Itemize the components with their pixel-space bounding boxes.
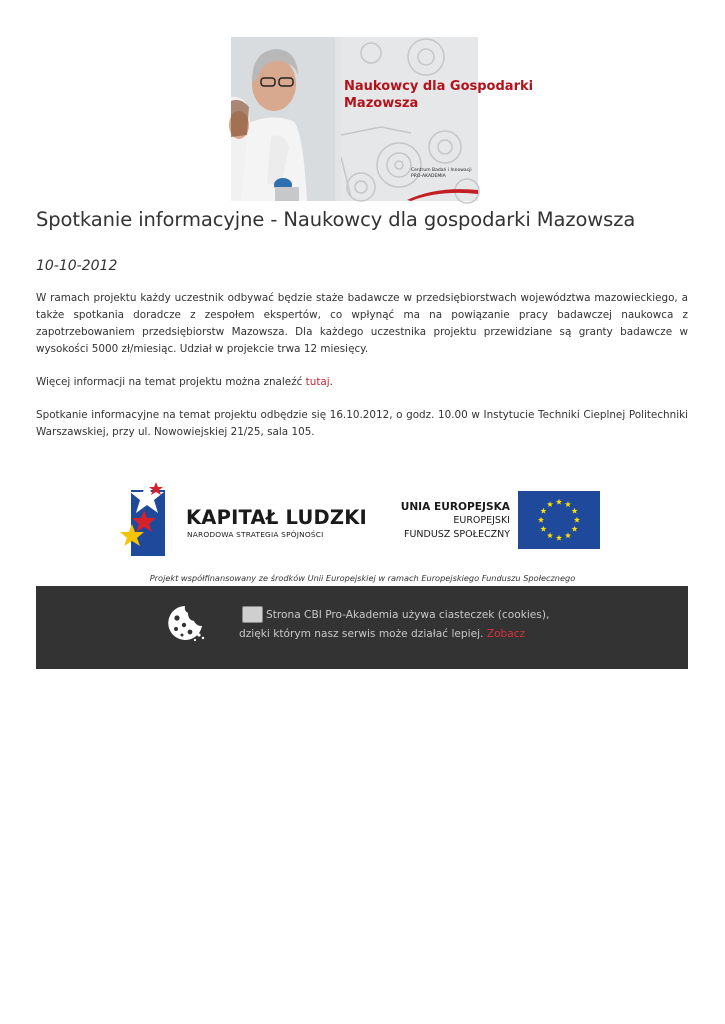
cookie-banner [36,586,688,669]
article-body [36,290,688,457]
banner-title [344,78,533,112]
eu-fund-line1: EUROPEJSKI [453,515,510,526]
cookie-message [239,606,549,644]
article-date: 10-10-2012 [36,258,118,274]
banner-logo-line2: PRO-AKADEMIA [411,174,446,179]
eu-flag-icon [518,491,600,549]
red-swoosh-icon [407,184,478,201]
article-paragraph-2 [36,374,688,391]
more-info-text: Więcej informacji na temat projektu można znaleźć [36,376,306,388]
funding-logos [122,478,600,558]
eu-fund-line2: FUNDUSZ SPOŁECZNY [404,529,510,540]
kapital-ludzki-subtitle: NARODOWA STRATEGIA SPÓJNOŚCI [187,530,324,539]
kapital-ludzki-name: KAPITAŁ LUDZKI [186,506,367,529]
cookie-message-line1: Strona CBI Pro-Akademia używa ciasteczek (cookies), [266,609,550,621]
eu-name: UNIA EUROPEJSKA [400,501,510,513]
cookie-icon [166,604,206,642]
banner-logo-line1: Centrum Badań i Innowacji [411,168,472,173]
cofinancing-note: Projekt współfinansowany ze środków Unii Europejskiej w ramach Europejskiego Funduszu Społecznego [149,573,576,583]
cookie-message-line2-text: dzięki którym nasz serwis może działać lepiej. [239,628,484,640]
article-paragraph-3: Spotkanie informacyjne na temat projektu odbędzie się 16.10.2012, o godz. 10.00 w Instytucie Techniki Cieplnej Politechniki Warszawskiej, przy ul. Nowowiejskiej 21/25, sala 105. [36,409,688,438]
eu-fund-text [386,500,510,542]
banner-logo-text [411,168,472,180]
banner-title-line1: Naukowcy dla Gospodarki [344,79,534,94]
banner-title-line2: Mazowsza [344,96,419,111]
cookie-message-line2 [239,625,549,644]
article-paragraph-1: W ramach projektu każdy uczestnik odbywać będzie staże badawcze w przedsiębiorstwach województwa mazowieckiego, a także spotkania doradcze z zespołem ekspertów, co wpłynąć ma na powiązanie pracy badawczej naukowca z zapotrzebowaniem przedsiębiorstw Mazowsza. Dla każdego uczestnika projektu przewidziane są granty badawcze w wysokości 5000 zł/miesiąc. Udział w projekcie trwa 12 miesięcy. [36,292,688,355]
more-info-period: . [329,376,333,388]
more-info-link[interactable]: tutaj [305,376,330,388]
kapital-ludzki-logo-icon [122,480,172,558]
project-banner [231,37,534,201]
cookie-more-link[interactable]: Zobacz [486,628,526,640]
article-title: Spotkanie informacyjne - Naukowcy dla gospodarki Mazowsza [36,208,636,231]
